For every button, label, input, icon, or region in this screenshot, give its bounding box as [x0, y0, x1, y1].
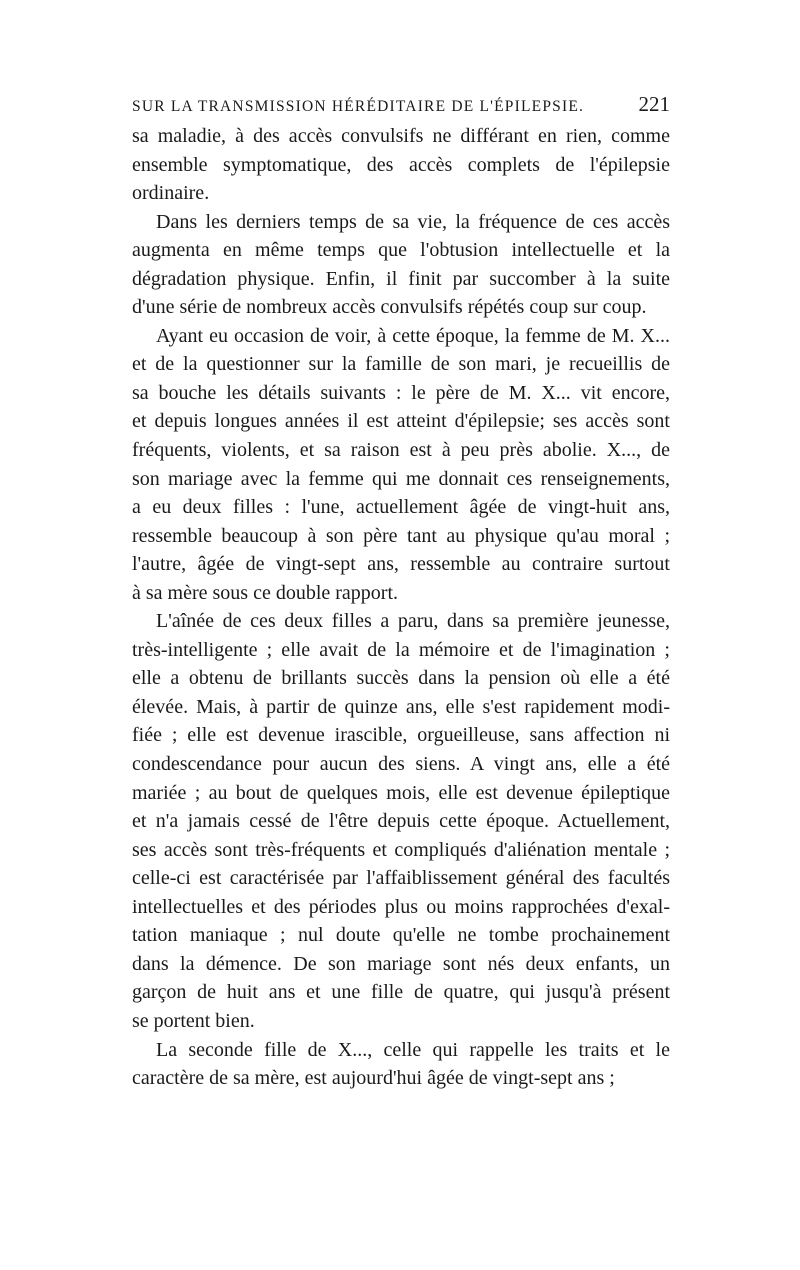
book-page: [132, 92, 670, 1093]
text-line: caractère de sa mère, est aujourd'hui âgée de vingt-sept ans ;: [132, 1067, 615, 1090]
paragraph: [132, 607, 670, 1035]
text-line: ensemble symptomatique, des accès complets de l'épilepsie: [132, 153, 670, 176]
text-line: mariée ; au bout de quelques mois, elle est devenue épileptique: [132, 781, 670, 804]
text-line: dans la démence. De son mariage sont nés deux enfants, un: [132, 952, 670, 975]
page-header: [132, 92, 670, 122]
text-line: condescendance pour aucun des siens. A vingt ans, elle a été: [132, 753, 670, 776]
text-line: l'autre, âgée de vingt-sept ans, ressemble au contraire surtout: [132, 553, 670, 576]
page-number: 221: [638, 92, 670, 116]
text-line: augmenta en même temps que l'obtusion intellectuelle et la: [132, 239, 670, 262]
text-line: La seconde fille de X..., celle qui rappelle les traits et le: [156, 1038, 670, 1061]
text-line: fiée ; elle est devenue irascible, orgueilleuse, sans affection ni: [132, 724, 670, 747]
paragraph: [132, 208, 670, 322]
text-line: élevée. Mais, à partir de quinze ans, elle s'est rapidement modi-: [132, 695, 670, 718]
text-line: et de la questionner sur la famille de son mari, je recueillis de: [132, 353, 670, 376]
paragraph: [132, 322, 670, 607]
text-line: à sa mère sous ce double rapport.: [132, 581, 399, 604]
text-line: d'une série de nombreux accès convulsifs répétés coup sur coup.: [132, 296, 647, 319]
text-line: celle-ci est caractérisée par l'affaiblissement général des facultés: [132, 867, 670, 890]
text-line: garçon de huit ans et une fille de quatre, qui jusqu'à présent: [132, 981, 670, 1004]
text-line: très-intelligente ; elle avait de la mémoire et de l'imagination ;: [132, 638, 670, 661]
text-line: se portent bien.: [132, 1009, 255, 1032]
text-line: a eu deux filles : l'une, actuellement âgée de vingt-huit ans,: [132, 496, 670, 519]
text-line: L'aînée de ces deux filles a paru, dans sa première jeunesse,: [156, 610, 670, 633]
body-text: [132, 122, 670, 1093]
text-line: son mariage avec la femme qui me donnait ces renseignements,: [132, 467, 670, 490]
text-line: dégradation physique. Enfin, il finit par succomber à la suite: [132, 267, 670, 290]
text-line: sa maladie, à des accès convulsifs ne différant en rien, comme: [132, 125, 670, 147]
text-line: et n'a jamais cessé de l'être depuis cette époque. Actuellement,: [132, 810, 670, 833]
running-title: SUR LA TRANSMISSION HÉRÉDITAIRE DE L'ÉPILEPSIE.: [132, 98, 585, 115]
text-line: Dans les derniers temps de sa vie, la fréquence de ces accès: [156, 210, 670, 233]
text-line: ses accès sont très-fréquents et compliqués d'aliénation mentale ;: [132, 838, 670, 861]
text-line: intellectuelles et des périodes plus ou moins rapprochées d'exal-: [132, 895, 670, 918]
paragraph: [132, 1036, 670, 1093]
text-line: ordinaire.: [132, 182, 210, 205]
text-line: elle a obtenu de brillants succès dans la pension où elle a été: [132, 667, 670, 690]
text-line: tation maniaque ; nul doute qu'elle ne tombe prochainement: [132, 924, 670, 947]
text-line: sa bouche les détails suivants : le père de M. X... vit encore,: [132, 381, 670, 404]
text-line: ressemble beaucoup à son père tant au physique qu'au moral ;: [132, 524, 670, 547]
text-line: fréquents, violents, et sa raison est à peu près abolie. X..., de: [132, 439, 670, 462]
text-line: et depuis longues années il est atteint d'épilepsie; ses accès sont: [132, 410, 670, 433]
paragraph: [132, 122, 670, 208]
text-line: Ayant eu occasion de voir, à cette époque, la femme de M. X...: [156, 324, 670, 347]
